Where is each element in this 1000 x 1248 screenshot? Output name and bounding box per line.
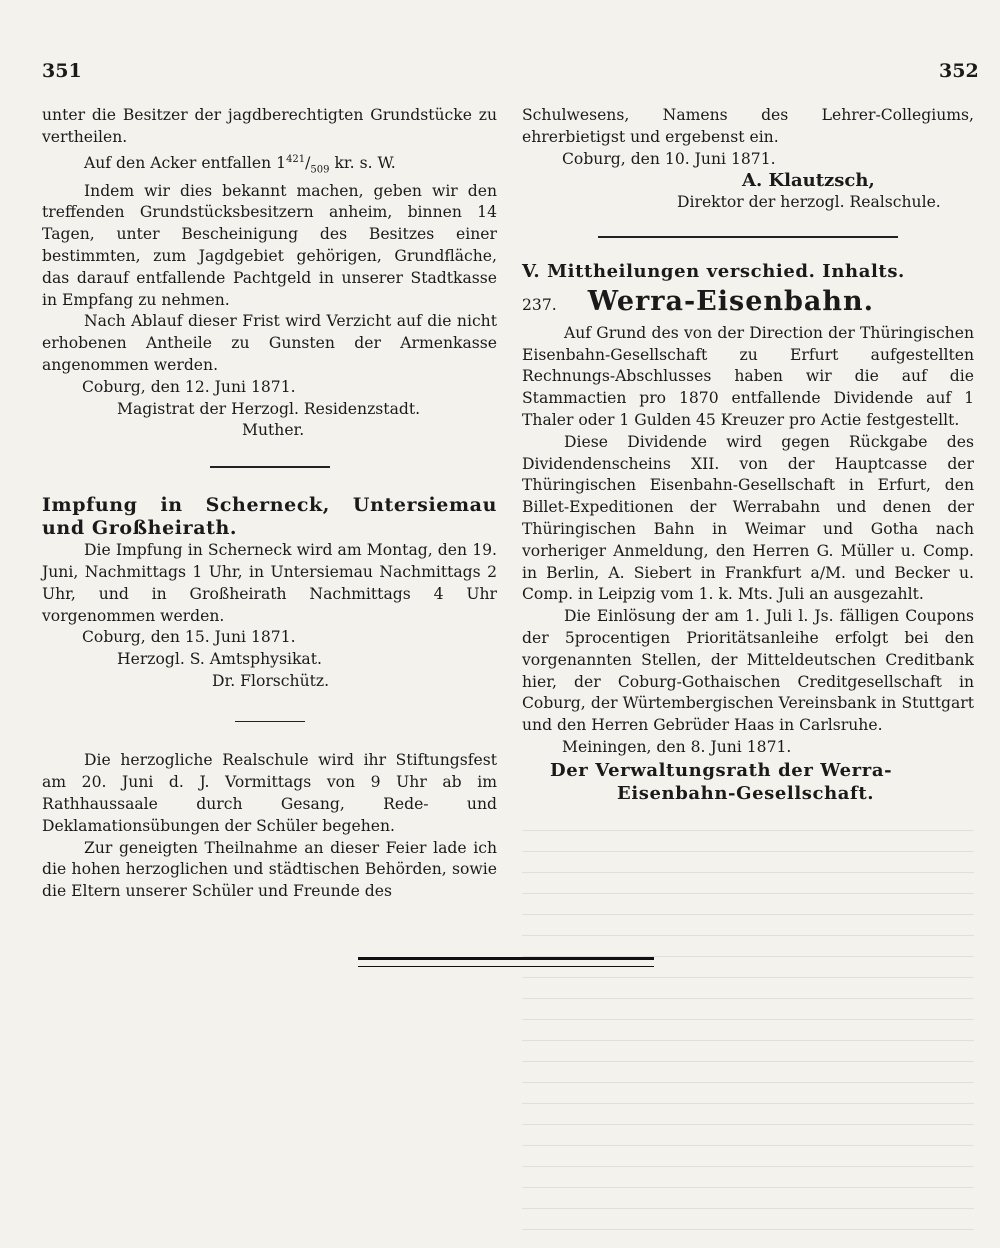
hunting-lease-paragraph-2: Auf den Acker entfallen $1^{421}/_{509}$ kr. s. W. <box>84 153 396 175</box>
realschule-date: Coburg, den 10. Juni 1871. <box>562 149 776 168</box>
hunting-lease-date: Coburg, den 12. Juni 1871. <box>82 377 296 396</box>
page-number-left: 351 <box>42 60 82 82</box>
right-column <box>522 105 974 805</box>
realschule-continuation: Schulwesens, Namens des Lehrer-Collegiums, ehrerbietigst und ergebenst ein. <box>522 106 974 146</box>
article-paragraph-2: Diese Dividende wird gegen Rückgabe des Dividendenscheins XII. von der Hauptcasse der Thüringischen Eisenbahn-Gesellschaft in Erfurt, den Billet-Expeditionen der Werrabahn und denen der Thüringischen Bahn in Weimar und Gotha nach vorheriger Anmeldung, den Herren G. Müller u. Comp. in Berlin, A. Siebert in Frankfurt a/M. und Becker u. Comp. in Leipzig vom 1. k. Mts. Juli an ausgezahlt. <box>522 432 974 604</box>
left-column <box>42 105 497 903</box>
vaccination-signature-name: Dr. Florschütz. <box>212 672 330 691</box>
hunting-lease-signature-org: Magistrat der Herzogl. Residenzstadt. <box>117 399 421 418</box>
article-title: Werra-Eisenbahn. <box>587 285 875 317</box>
hunting-lease-paragraph-3: Indem wir dies bekannt machen, geben wir den treffenden Grundstücksbesitzern anheim, binnen 14 Tagen, unter Bescheinigung des Besitzes einer bestimmten, zum Jagdgebiet gehörigen, Grundfläche, das darauf entfallende Pachtgeld in unserer Stadtkasse in Empfang zu nehmen. <box>42 181 497 309</box>
hunting-lease-paragraph-1: unter die Besitzer der jagdberechtigten Grundstücke zu vertheilen. <box>42 106 497 146</box>
vaccination-heading: Impfung in Scherneck, Untersiemau und Großheirath. <box>42 494 497 540</box>
hunting-lease-signature-name: Muther. <box>242 421 305 440</box>
article-number: 237. <box>522 295 557 314</box>
section-heading: V. Mittheilungen verschied. Inhalts. <box>522 260 905 282</box>
realschule-paragraph-2: Zur geneigten Theilnahme an dieser Feier lade ich die hohen herzoglichen und städtischen Behörden, sowie die Eltern unserer Schüler und Freunde des <box>42 838 497 901</box>
vaccination-paragraph: Die Impfung in Scherneck wird am Montag, den 19. Juni, Nachmittags 1 Uhr, in Untersiemau Nachmittags 2 Uhr, und in Großheirath Nachmittags 4 Uhr vorgenommen werden. <box>42 541 497 625</box>
section-divider <box>235 721 305 723</box>
section-divider <box>598 236 898 238</box>
bleed-through-texture <box>522 830 974 1230</box>
hunting-lease-paragraph-4: Nach Ablauf dieser Frist wird Verzicht auf die nicht erhobenen Antheile zu Gunsten der Armenkasse angenommen werden. <box>42 312 497 375</box>
section-divider <box>210 466 330 468</box>
page-number-right: 352 <box>939 60 979 82</box>
article-paragraph-1: Auf Grund des von der Direction der Thüringischen Eisenbahn-Gesellschaft zu Erfurt aufgestellten Rechnungs-Abschlusses haben wir die auf die Stammactien pro 1870 entfallende Dividende auf 1 Thaler oder 1 Gulden 45 Kreuzer pro Actie festgestellt. <box>522 323 974 429</box>
vaccination-signature-org: Herzogl. S. Amtsphysikat. <box>117 650 322 669</box>
article-signature-line-2: Eisenbahn-Gesellschaft. <box>617 782 875 804</box>
realschule-signature-title: Direktor der herzogl. Realschule. <box>677 193 941 212</box>
article-paragraph-3: Die Einlösung der am 1. Juli l. Js. fälligen Coupons der 5procentigen Prioritätsanleihe erfolgt bei den vorgenannten Stellen, der Mitteldeutschen Creditbank hier, der Coburg-Gothaischen Creditgesellschaft in Coburg, der Würtembergischen Vereinsbank in Stuttgart und den Herren Gebrüder Haas in Carlsruhe. <box>522 607 974 735</box>
article-title-line <box>522 285 974 317</box>
realschule-paragraph-1: Die herzogliche Realschule wird ihr Stiftungsfest am 20. Juni d. J. Vormittags von 9 Uhr ab im Rathhaussaale durch Gesang, Rede- und Deklamationsübungen der Schüler begehen. <box>42 751 497 835</box>
article-signature-line-1: Der Verwaltungsrath der Werra- <box>550 759 893 781</box>
page-end-rule <box>358 957 654 967</box>
article-date: Meiningen, den 8. Juni 1871. <box>562 737 792 756</box>
vaccination-date: Coburg, den 15. Juni 1871. <box>82 628 296 647</box>
realschule-signature-name: A. Klautzsch, <box>742 170 875 192</box>
